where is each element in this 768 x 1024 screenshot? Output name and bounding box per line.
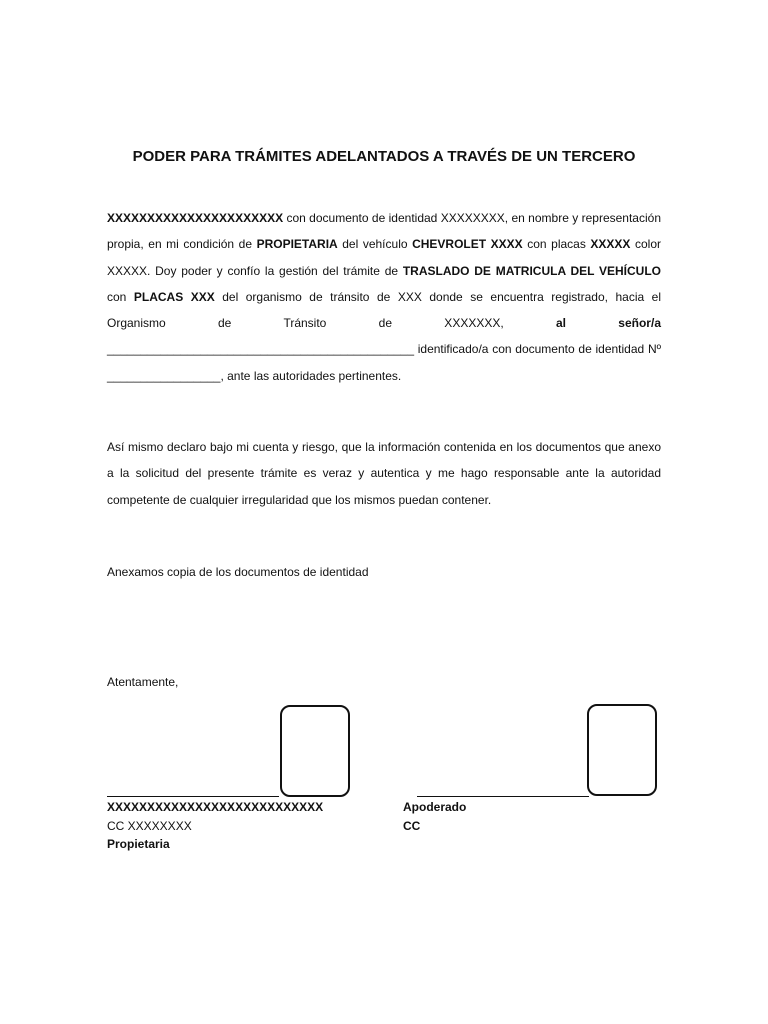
grantor-name: XXXXXXXXXXXXXXXXXXXXXX [107, 211, 284, 225]
fingerprint-box-owner [280, 705, 350, 797]
owner-role-label: Propietaria [107, 837, 170, 851]
vehicle-model: CHEVROLET XXXX [412, 237, 523, 252]
closing-text: Atentamente, [107, 675, 179, 689]
owner-id: CC XXXXXXXX [107, 819, 192, 833]
attorney-label: al señor/a [555, 316, 661, 331]
paragraph-power-grant: XXXXXXXXXXXXXXXXXXXXXX con documento de identidad XXXXXXXX, en nombre y representación propia, en mi condición de PROPIETARIA del vehículo CHEVROLET XXXX con placas XXXXX color XXXXX. Doy poder y confío la gestión del trámite de TRASLADO DE MATRICULA DEL VEHÍCULO con PLACAS XXX del organismo de tránsito de XXX donde se encuentra registrado, hacia el Organismo de Tránsito de XXXXXXX, al señor/a ______________________________________________ identificado/a con documento de identidad Nº _________________, ante las autoridades pertinentes. [107, 211, 662, 383]
paragraph-attachments: Anexamos copia de los documentos de identidad [107, 565, 369, 579]
paragraph-declaration: Así mismo declaro bajo mi cuenta y riesgo, que la información contenida en los documentos que anexo a la solicitud del presente trámite es veraz y autentica y me hago responsable ante la autoridad competente de cualquier irregularidad que los mismos puedan contener. [107, 440, 661, 507]
procedure-name: TRASLADO DE MATRICULA DEL VEHÍCULO [402, 263, 661, 278]
attorney-id: CC [403, 819, 421, 833]
vehicle-plates: XXXXX [590, 237, 631, 252]
fingerprint-box-attorney [587, 704, 657, 796]
signature-line-owner [107, 796, 279, 797]
attorney-role: Apoderado [403, 800, 467, 814]
plates-label: PLACAS XXX [133, 289, 215, 304]
document-title: PODER PARA TRÁMITES ADELANTADOS A TRAVÉS DE UN TERCERO [132, 148, 636, 165]
signature-line-attorney [417, 796, 589, 797]
owner-role: PROPIETARIA [256, 237, 338, 252]
owner-name: XXXXXXXXXXXXXXXXXXXXXXXXXXX [107, 800, 324, 814]
